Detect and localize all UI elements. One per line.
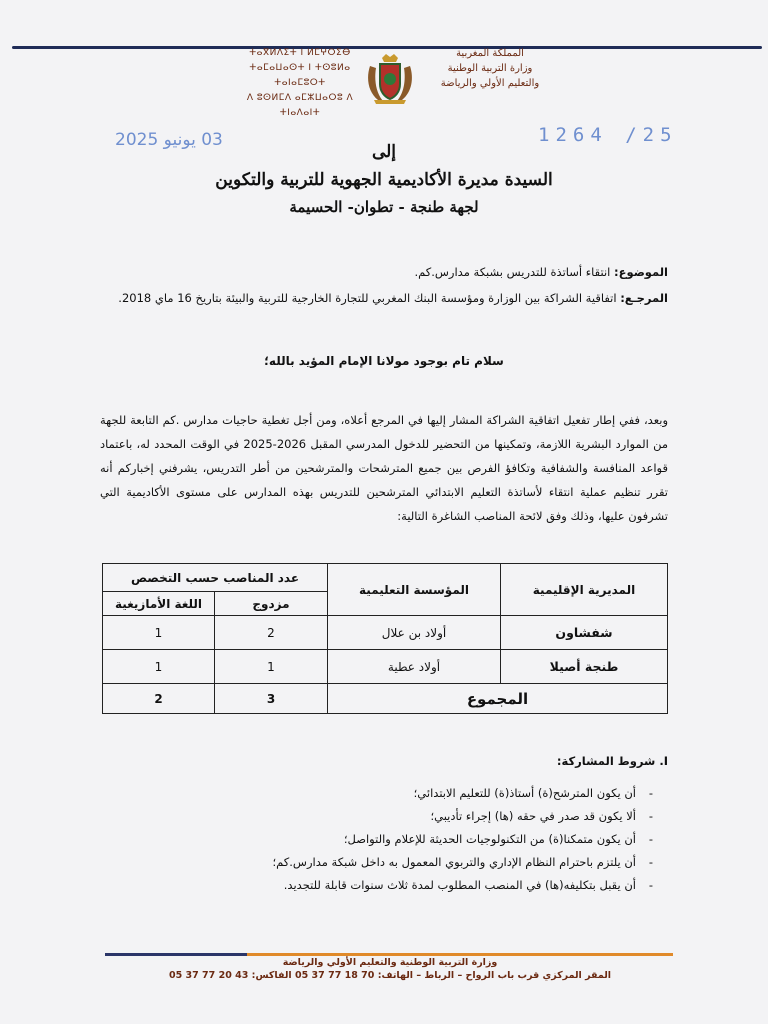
- cell-dual: 1: [215, 650, 328, 684]
- reference-text: اتفاقية الشراكة بين الوزارة ومؤسسة البنك المغربي للتجارة الخارجية للتربية والبيئة بتاريخ 16 ماي 2018.: [118, 291, 621, 305]
- vacant-posts-table: [102, 563, 668, 714]
- footer-ministry: وزارة التربية الوطنية والتعليم الأولي والرياضة: [282, 957, 498, 968]
- list-item: -أن يكون متمكنا(ة) من التكنولوجيات الحديثة للإعلام والتواصل؛: [343, 832, 654, 846]
- total-dual: 3: [215, 684, 328, 714]
- condition-text: ألا يكون قد صدر في حقه (ها) إجراء تأديبي؛: [430, 809, 636, 823]
- cell-amazigh: 1: [103, 616, 215, 650]
- greeting: سلام تام بوجود مولانا الإمام المؤيد بالله؛: [264, 354, 504, 368]
- col-institution-header: المؤسسة التعليمية: [328, 564, 501, 616]
- col-dual-header: مزدوج: [215, 592, 328, 616]
- recipient-region: لجهة طنجة - تطوان- الحسيمة: [289, 198, 479, 216]
- date-stamp: 03 يونيو 2025: [115, 130, 223, 150]
- subject-label: الموضوع:: [614, 265, 668, 279]
- kingdom-emblem-icon: [362, 52, 418, 106]
- header-tifinagh: [240, 46, 360, 121]
- col-posts-header: عدد المناصب حسب التخصص: [103, 564, 328, 592]
- reference-number-stamp: 1264 /25: [538, 124, 678, 146]
- conditions-title: I. شروط المشاركة:: [556, 754, 668, 768]
- subject-line: [414, 265, 668, 279]
- header-tifinagh-line: ⵜⴰⵎⴰⵡⴰⵙⵜ ⵏ ⵜⵙⵓⵍⴰ ⵜⴰⵏⴰⵎⵓⵔⵜ: [249, 63, 351, 88]
- total-amazigh: 2: [103, 684, 215, 714]
- header-arabic-line: وزارة التربية الوطنية: [447, 63, 533, 74]
- list-item: -أن يكون المترشح(ة) أستاذ(ة) للتعليم الابتدائي؛: [413, 786, 654, 800]
- cell-directorate: طنجة أصيلا: [501, 650, 668, 684]
- condition-text: أن يلتزم باحترام النظام الإداري والتربوي المعمول به داخل شبكة مدارس.كم؛: [272, 855, 636, 869]
- header-arabic-line: والتعليم الأولي والرياضة: [440, 78, 540, 89]
- list-item: -أن يقبل بتكليفه(ها) في المنصب المطلوب لمدة ثلاث سنوات قابلة للتجديد.: [283, 878, 654, 892]
- table-total-row: [103, 684, 668, 714]
- list-item: -أن يلتزم باحترام النظام الإداري والتربوي المعمول به داخل شبكة مدارس.كم؛: [272, 855, 654, 869]
- cell-amazigh: 1: [103, 650, 215, 684]
- header-tifinagh-line: ⴷ ⵓⵙⵍⵎⴷ ⴰⵎⵣⵡⴰⵔⵓ ⴷ ⵜⵏⴰⴷⴰⵏⵜ: [246, 93, 354, 118]
- cell-institution: أولاد بن علال: [328, 616, 501, 650]
- total-label: المجموع: [328, 684, 668, 714]
- col-directorate-header: المديرية الإقليمية: [501, 564, 668, 616]
- cell-directorate: شفشاون: [501, 616, 668, 650]
- condition-text: أن يقبل بتكليفه(ها) في المنصب المطلوب لمدة ثلاث سنوات قابلة للتجديد.: [283, 878, 636, 892]
- footer-rule: [105, 953, 673, 956]
- reference-line: [118, 291, 668, 305]
- header-rule: [12, 46, 762, 49]
- conditions-list: [272, 782, 666, 897]
- condition-text: أن يكون متمكنا(ة) من التكنولوجيات الحديثة للإعلام والتواصل؛: [343, 832, 636, 846]
- subject-text: انتقاء أساتذة للتدريس بشبكة مدارس.كم.: [414, 265, 615, 279]
- header-arabic: [430, 46, 550, 91]
- recipient-title: السيدة مديرة الأكاديمية الجهوية للتربية والتكوين: [215, 170, 553, 190]
- reference-label: المرجـع:: [620, 291, 668, 305]
- header-tifinagh-line: ⵜⴰⴳⵍⴷⵉⵜ ⵏ ⵍⵎⵖⵔⵉⴱ: [249, 48, 351, 58]
- table-row: [103, 616, 668, 650]
- condition-text: أن يكون المترشح(ة) أستاذ(ة) للتعليم الابتدائي؛: [413, 786, 636, 800]
- header-arabic-line: المملكة المغربية: [456, 48, 524, 59]
- table-row: [103, 650, 668, 684]
- cell-institution: أولاد عطية: [328, 650, 501, 684]
- body-paragraph: وبعد، ففي إطار تفعيل اتفاقية الشراكة المشار إليها في المرجع أعلاه، ومن أجل تغطية حاجيات مدارس .كم التابعة للجهة من الموارد البشرية اللازمة، وتمكينها من التحضير للدخول المدرسي المقبل 2026-2025 في الوقت المحدد له، باعتماد قواعد المنافسة والشفافية وتكافؤ الفرص بين جميع المترشحات والمترشحين من أطر التدريس، يشرفني إخباركم أنه تقرر تنظيم عملية انتقاء لأساتذة التعليم الابتدائي المترشحين للتدريس بهذه المدارس على مستوى الأكاديمية التي تشرفون عليها، وذلك وفق لائحة المناصب الشاغرة التالية:: [100, 413, 668, 523]
- cell-dual: 2: [215, 616, 328, 650]
- list-item: -ألا يكون قد صدر في حقه (ها) إجراء تأديبي؛: [430, 809, 654, 823]
- col-amazigh-header: اللغة الأمازيغية: [103, 592, 215, 616]
- footer-contact: المقر المركزي قرب باب الرواح – الرباط – الهاتف: 70 18 77 37 05 الفاكس: 43 20 77 37 05: [168, 970, 612, 981]
- address-to: إلى: [371, 142, 397, 162]
